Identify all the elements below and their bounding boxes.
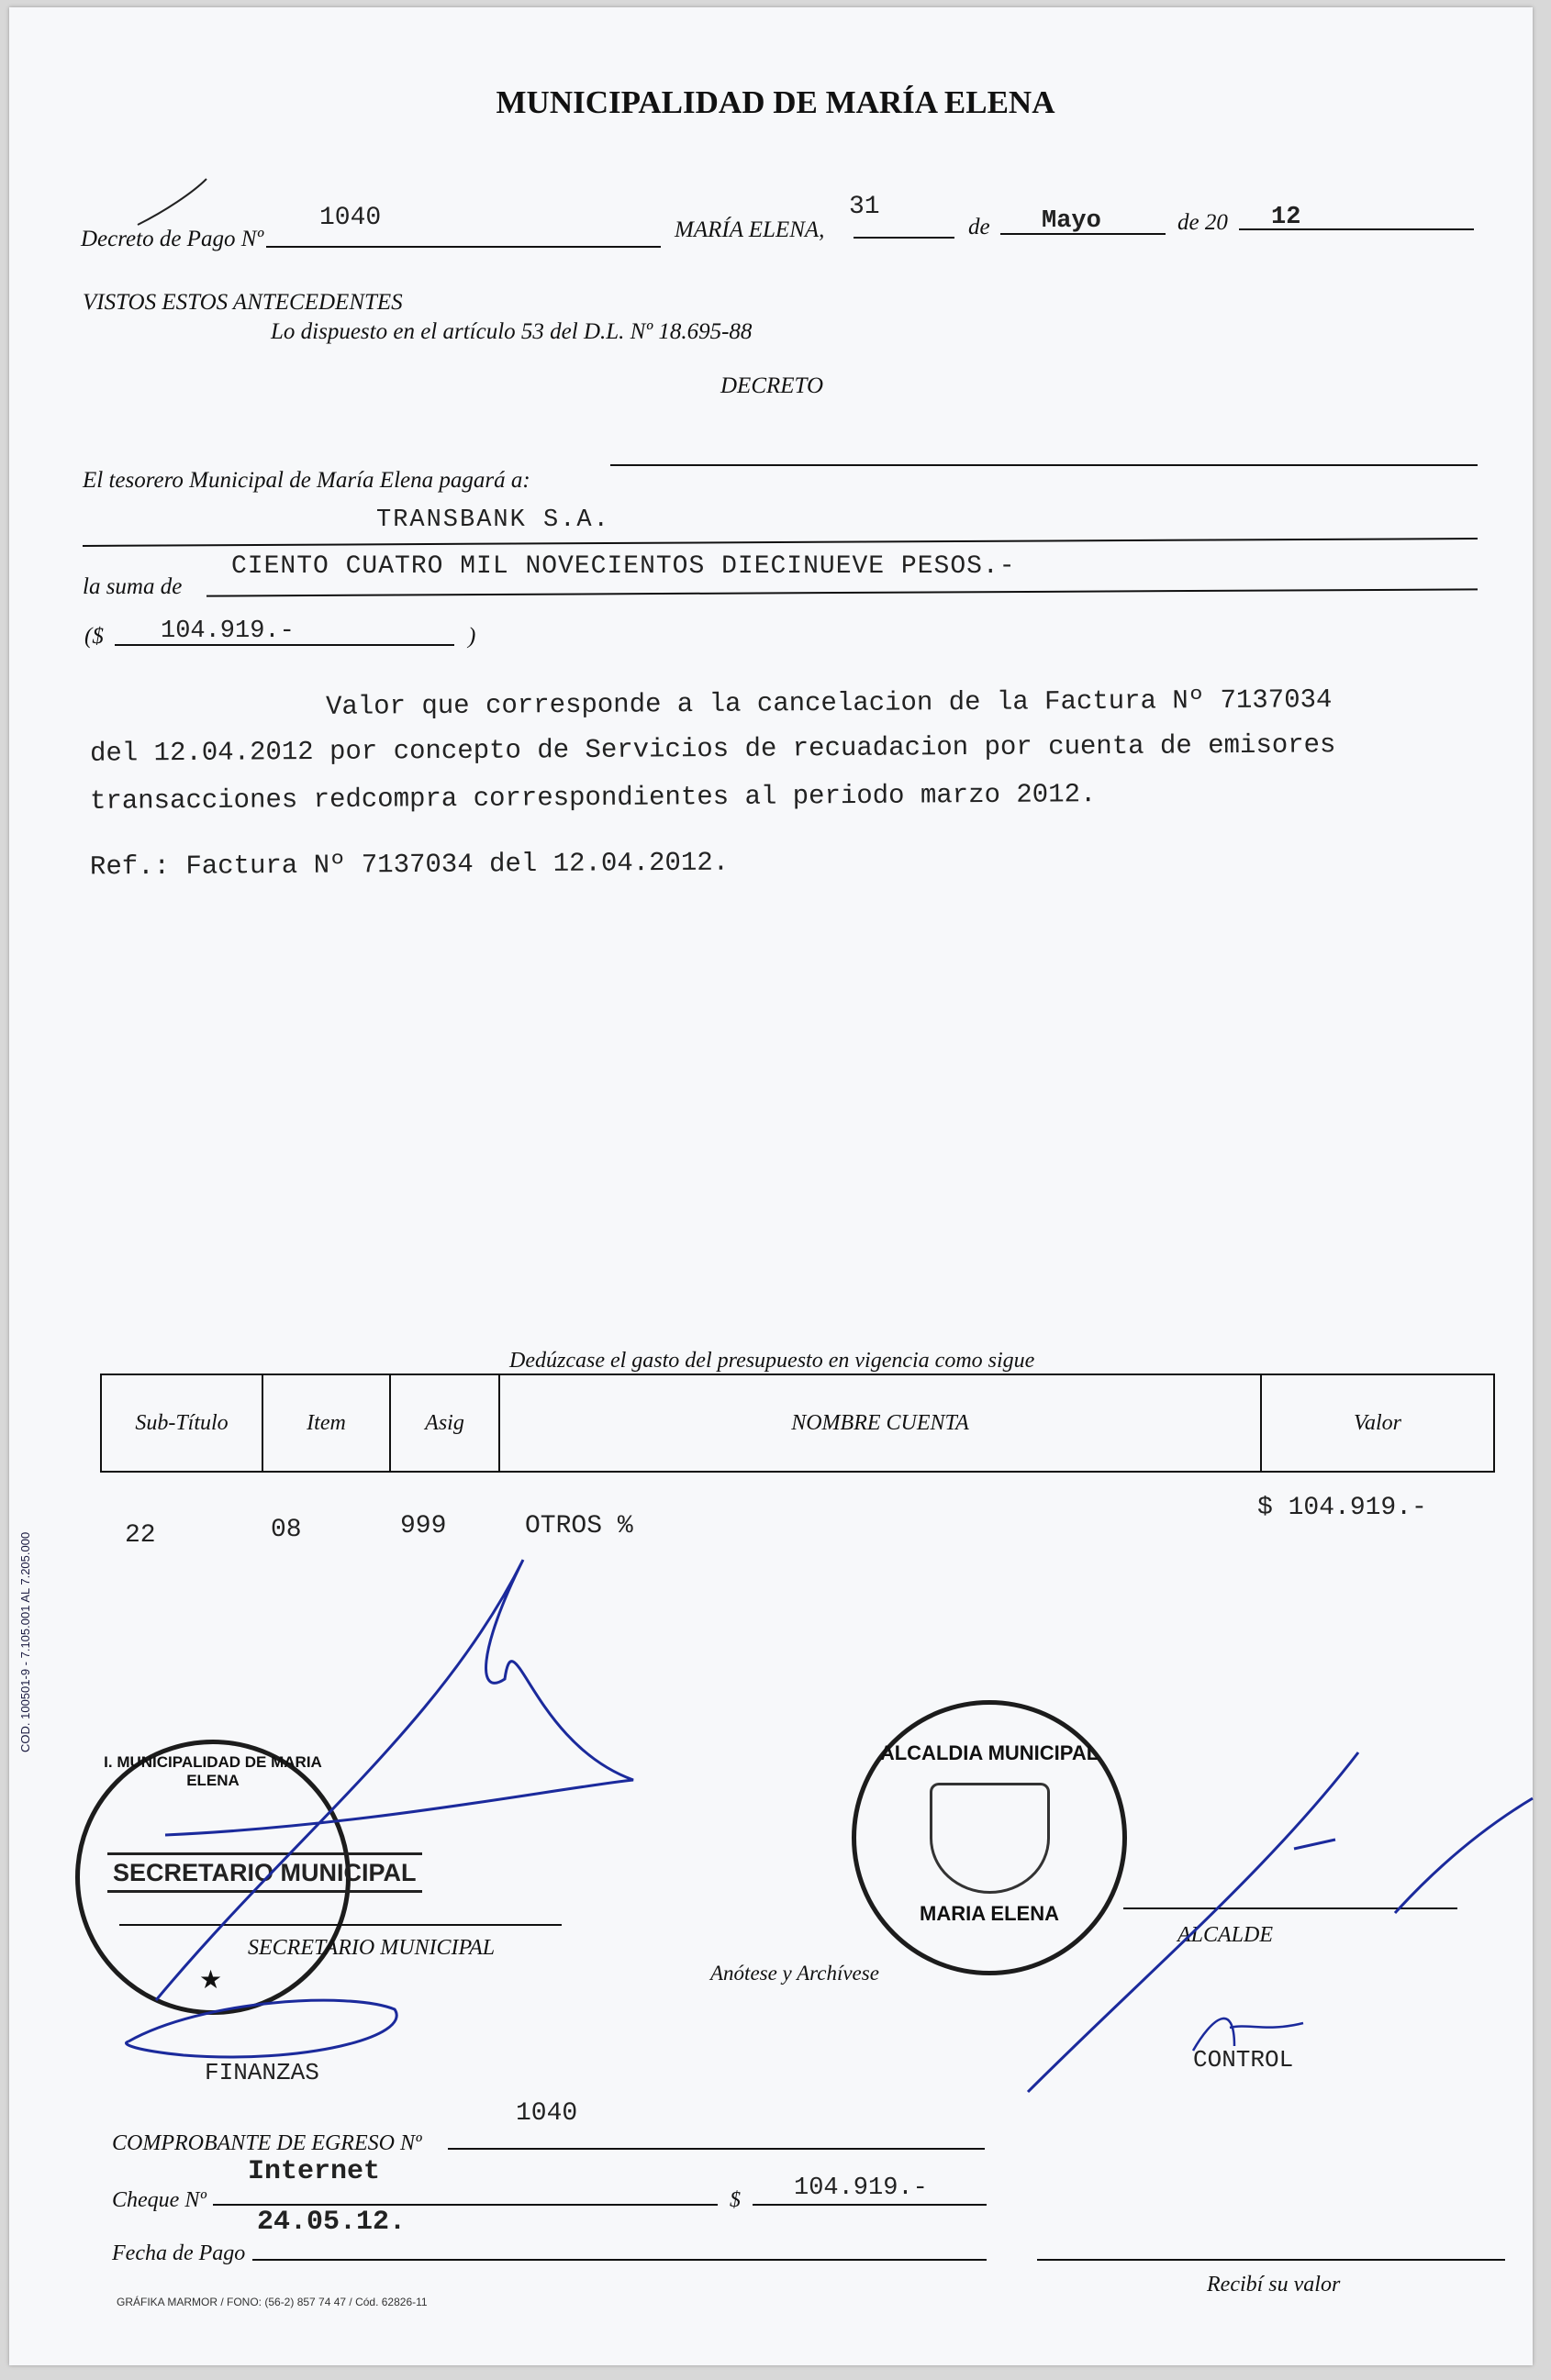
secretario-signature bbox=[156, 1560, 633, 2000]
stamp-bottom-text: MARIA ELENA bbox=[920, 1902, 1059, 1925]
row-subtitulo: 22 bbox=[125, 1521, 156, 1550]
dispuesto-text: Lo dispuesto en el artículo 53 del D.L. Nº 18.695-88 bbox=[271, 319, 753, 344]
anotese-label: Anótese y Archívese bbox=[710, 1962, 879, 1985]
decree-number: 1040 bbox=[319, 204, 382, 232]
suma-words: CIENTO CUATRO MIL NOVECIENTOS DIECINUEVE PESOS.- bbox=[231, 552, 1016, 581]
decree-day: 31 bbox=[849, 193, 880, 221]
decree-tick-mark bbox=[138, 179, 206, 225]
decreto-heading: DECRETO bbox=[720, 373, 824, 398]
row-cuenta: OTROS % bbox=[525, 1512, 633, 1540]
finanzas-signature bbox=[127, 2000, 397, 2057]
stamp-inner-text: SECRETARIO MUNICIPAL bbox=[107, 1852, 422, 1893]
payee-name: TRANSBANK S.A. bbox=[376, 506, 610, 534]
suma-label: la suma de bbox=[83, 574, 183, 599]
comprobante-label: COMPROBANTE DE EGRESO Nº bbox=[112, 2131, 422, 2155]
header-item: Item bbox=[262, 1374, 390, 1472]
row-valor: $ 104.919.- bbox=[1257, 1494, 1427, 1522]
secretario-label: SECRETARIO MUNICIPAL bbox=[248, 1936, 496, 1960]
amount-open: ($ bbox=[84, 624, 104, 649]
header-subtitulo: Sub-Título bbox=[101, 1374, 262, 1472]
cheque-amount: 104.919.- bbox=[794, 2174, 928, 2202]
dollar-sign: $ bbox=[730, 2188, 741, 2212]
body-line-2: del 12.04.2012 por concepto de Servicios de recuadacion por cuenta de emisores bbox=[89, 729, 1336, 769]
de-label: de bbox=[968, 215, 990, 239]
side-code: COD. 100501-9 - 7.105.001 AL 7.205.000 bbox=[18, 1531, 32, 1752]
tesorero-label: El tesorero Municipal de María Elena pagará a: bbox=[83, 468, 530, 493]
amount-close: ) bbox=[468, 624, 476, 649]
stamp-outer-text: I. MUNICIPALIDAD DE MARIA ELENA bbox=[104, 1753, 322, 1789]
budget-caption: Dedúzcase el gasto del presupuesto en vigencia como sigue bbox=[509, 1349, 1035, 1373]
cheque-number: Internet bbox=[248, 2156, 381, 2187]
row-item: 08 bbox=[271, 1516, 302, 1544]
finanzas-label: FINANZAS bbox=[205, 2059, 319, 2086]
header-valor: Valor bbox=[1261, 1374, 1494, 1472]
vistos-label: VISTOS ESTOS ANTECEDENTES bbox=[83, 290, 403, 315]
amount-figure: 104.919.- bbox=[161, 617, 295, 645]
fecha-label: Fecha de Pago bbox=[112, 2241, 246, 2265]
alcalde-label: ALCALDE bbox=[1177, 1923, 1274, 1947]
place-label: MARÍA ELENA, bbox=[675, 217, 825, 242]
control-signature bbox=[1193, 2019, 1303, 2051]
comprobante-number: 1040 bbox=[516, 2099, 578, 2128]
header-asig: Asig bbox=[390, 1374, 499, 1472]
body-line-1: Valor que corresponde a la cancelacion de la Factura Nº 7137034 bbox=[325, 684, 1333, 722]
decree-month: Mayo bbox=[1042, 207, 1101, 235]
payment-date: 24.05.12. bbox=[257, 2207, 407, 2238]
body-line-3: transacciones redcompra correspondientes al periodo marzo 2012. bbox=[89, 779, 1097, 817]
decree-number-label: Decreto de Pago Nº bbox=[81, 227, 264, 251]
alcalde-signature bbox=[1028, 1752, 1533, 2092]
stamp-top-text: ALCALDIA MUNICIPAL bbox=[879, 1741, 1099, 1764]
document-title: MUNICIPALIDAD DE MARÍA ELENA bbox=[496, 84, 1055, 120]
reference-line: Ref.: Factura Nº 7137034 del 12.04.2012. bbox=[89, 847, 730, 883]
star-icon: ★ bbox=[199, 1966, 223, 1995]
year-label: de 20 bbox=[1177, 210, 1228, 235]
header-nombre-cuenta: NOMBRE CUENTA bbox=[499, 1374, 1261, 1472]
row-asig: 999 bbox=[400, 1512, 447, 1540]
cheque-label: Cheque Nº bbox=[112, 2188, 206, 2212]
control-label: CONTROL bbox=[1193, 2046, 1294, 2074]
decree-year: 12 bbox=[1271, 204, 1301, 231]
printer-credit: GRÁFIKA MARMOR / FONO: (56-2) 857 74 47 / Cód. 62826-11 bbox=[117, 2296, 428, 2308]
recibi-label: Recibí su valor bbox=[1207, 2273, 1341, 2297]
